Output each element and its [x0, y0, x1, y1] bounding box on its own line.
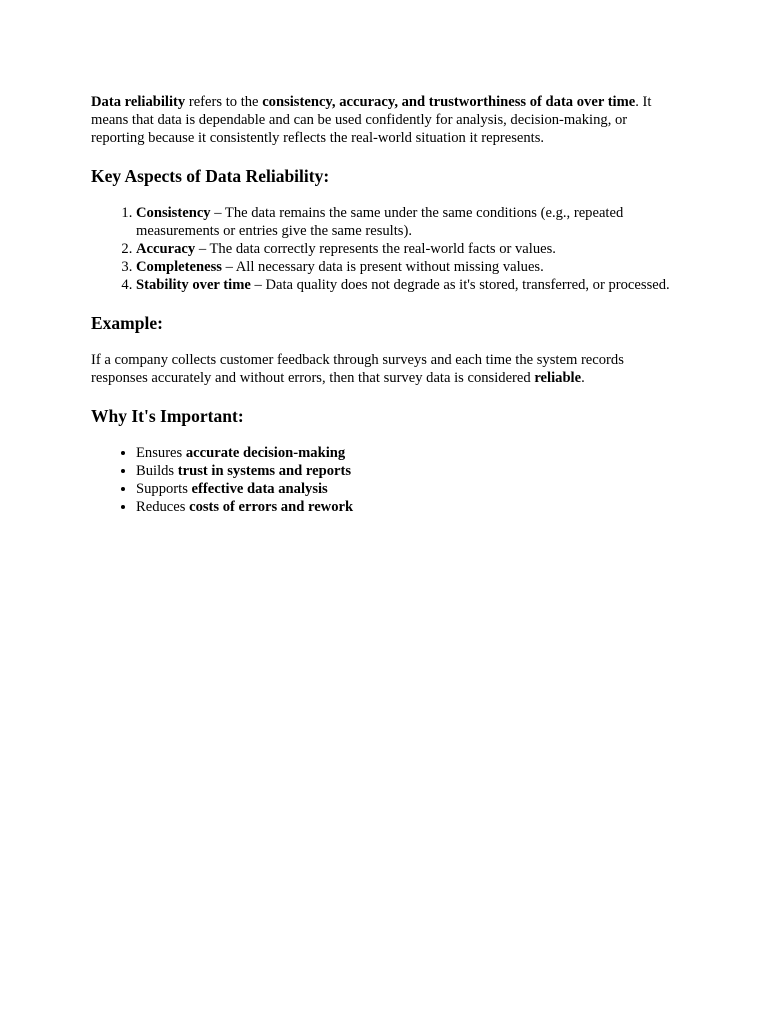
importance-item [136, 462, 683, 480]
importance-lead: Reduces [136, 499, 190, 515]
aspect-item [136, 258, 683, 276]
aspect-desc: – The data remains the same under the same conditions (e.g., repeated measurements or entries give the same results). [136, 205, 624, 239]
aspect-term: Accuracy [136, 241, 196, 257]
aspect-item [136, 204, 683, 240]
importance-emphasis: accurate decision-making [185, 445, 346, 461]
aspects-list [91, 204, 683, 294]
importance-emphasis: effective data analysis [191, 481, 328, 497]
intro-text-1: refers to the [185, 94, 263, 110]
intro-paragraph [91, 93, 683, 147]
aspects-heading: Key Aspects of Data Reliability: [91, 166, 330, 186]
aspect-term: Stability over time [136, 277, 251, 293]
importance-heading: Why It's Important: [91, 406, 244, 426]
example-text-1: If a company collects customer feedback through surveys and each time the system records responses accurately and without errors, then that survey data is considered [91, 352, 624, 386]
importance-lead: Builds [136, 463, 178, 479]
document-page [91, 93, 683, 516]
aspect-desc: – All necessary data is present without missing values. [221, 259, 544, 275]
importance-item [136, 498, 683, 516]
aspect-term: Consistency [136, 205, 211, 221]
aspect-desc: – The data correctly represents the real-world facts or values. [195, 241, 556, 257]
importance-list [91, 444, 683, 516]
example-heading: Example: [91, 313, 163, 333]
example-text-2: . [581, 370, 585, 386]
aspect-item [136, 276, 683, 294]
importance-lead: Supports [136, 481, 192, 497]
intro-emphasis: consistency, accuracy, and trustworthiness of data over time [262, 94, 636, 110]
intro-text-2: . It means that data is dependable and can be used confidently for analysis, decision-making, or reporting because it consistently reflects the real-world situation it represents. [91, 94, 652, 146]
importance-item [136, 444, 683, 462]
importance-lead: Ensures [136, 445, 186, 461]
example-paragraph [91, 351, 683, 387]
aspect-term: Completeness [136, 259, 222, 275]
aspect-item [136, 240, 683, 258]
aspect-desc: – Data quality does not degrade as it's stored, transferred, or processed. [250, 277, 670, 293]
intro-term: Data reliability [91, 94, 186, 110]
example-emphasis: reliable [534, 370, 582, 386]
importance-item [136, 480, 683, 498]
importance-emphasis: trust in systems and reports [177, 463, 352, 479]
importance-emphasis: costs of errors and rework [189, 499, 354, 515]
